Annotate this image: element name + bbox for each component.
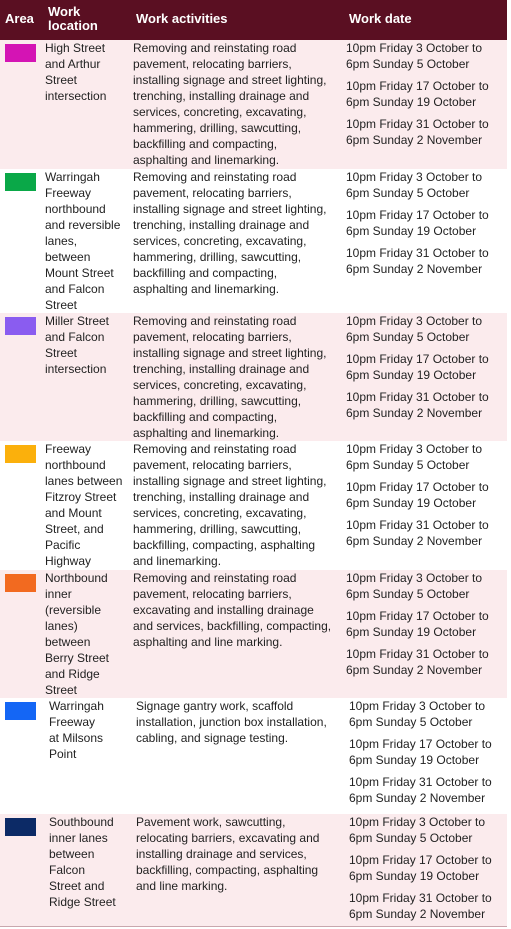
work-activities-line: services, concreting, excavating, [133, 506, 307, 520]
work-location-line: Freeway [45, 442, 92, 456]
header-activities: Work activities [136, 11, 228, 26]
work-activities-line: trenching, installing drainage and [133, 490, 310, 504]
work-activities-line: trenching, installing drainage and [133, 89, 310, 103]
table-row [0, 570, 507, 699]
work-date-period [346, 517, 489, 549]
work-date-period [346, 570, 489, 602]
work-activities-line: services, concreting, excavating, [133, 378, 307, 392]
work-date-line: 6pm Sunday 2 November [349, 907, 486, 921]
work-date-cell [346, 570, 489, 684]
work-date-line: 6pm Sunday 5 October [346, 458, 470, 472]
work-activities-line: installing signage and street lighting, [133, 73, 327, 87]
work-date-period [349, 736, 492, 768]
work-date-line: 10pm Friday 3 October to [346, 314, 483, 328]
work-date-cell [349, 814, 492, 928]
work-date-cell [349, 698, 492, 812]
work-activities-line: and linemarking. [133, 554, 222, 568]
work-activities-line: installation, junction box installation, [136, 715, 327, 729]
work-date-period [346, 351, 489, 383]
work-activities-cell [133, 313, 326, 441]
work-activities-line: services, concreting, excavating, [133, 105, 307, 119]
work-date-period [346, 245, 489, 277]
work-date-line: 6pm Sunday 2 November [346, 663, 483, 677]
work-location-line: between [49, 847, 95, 861]
work-date-line: 6pm Sunday 5 October [346, 186, 470, 200]
work-date-period [346, 646, 489, 678]
work-activities-line: asphalting and linemarking. [133, 426, 280, 440]
work-date-cell [346, 169, 489, 283]
work-date-line: 6pm Sunday 5 October [346, 57, 470, 71]
work-activities-line: asphalting and linemarking. [133, 153, 280, 167]
work-activities-line: backfilling and compacting, [133, 137, 278, 151]
work-date-line: 10pm Friday 3 October to [346, 41, 483, 55]
work-location-cell [49, 698, 104, 762]
work-activities-line: Pavement work, sawcutting, [136, 815, 286, 829]
area-color-swatch [5, 818, 36, 836]
work-activities-line: installing signage and street lighting, [133, 202, 327, 216]
work-date-period [346, 313, 489, 345]
work-location-line: lanes between [45, 474, 123, 488]
work-location-line: at Milsons [49, 731, 104, 745]
work-location-line: Street [45, 683, 78, 697]
work-location-line: Highway [45, 554, 92, 568]
work-date-cell [346, 313, 489, 427]
work-location-line: Southbound [49, 815, 114, 829]
work-date-line: 6pm Sunday 19 October [346, 625, 477, 639]
work-activities-line: hammering, drilling, sawcutting, [133, 250, 302, 264]
work-date-period [346, 169, 489, 201]
work-activities-line: cabling, and signage testing. [136, 731, 289, 745]
work-activities-cell [133, 441, 326, 569]
work-location-line: lanes, [45, 234, 78, 248]
work-location-line: and Falcon [45, 330, 105, 344]
work-activities-line: pavement, relocating barriers, [133, 186, 292, 200]
work-activities-line: installing drainage and services, [136, 847, 307, 861]
work-activities-cell [133, 40, 326, 168]
work-date-line: 10pm Friday 31 October to [346, 390, 489, 404]
work-date-line: 6pm Sunday 19 October [349, 869, 480, 883]
work-location-line: Street [45, 346, 78, 360]
work-date-line: 10pm Friday 3 October to [346, 170, 483, 184]
work-date-period [349, 814, 492, 846]
table-row [0, 441, 507, 571]
work-location-cell [49, 814, 116, 910]
work-date-cell [346, 40, 489, 154]
work-date-period [349, 890, 492, 922]
work-location-line: Warringah [49, 699, 104, 713]
work-activities-cell [136, 698, 327, 746]
work-date-period [349, 774, 492, 806]
work-activities-cell [133, 169, 326, 297]
work-activities-line: services, concreting, excavating, [133, 234, 307, 248]
work-location-line: Falcon [49, 863, 86, 877]
work-activities-line: asphalting and linemarking. [133, 282, 280, 296]
work-date-line: 10pm Friday 31 October to [346, 647, 489, 661]
work-activities-line: asphalting and line marking. [133, 635, 283, 649]
area-color-swatch [5, 173, 36, 191]
work-location-line: lanes) [45, 619, 78, 633]
work-date-line: 6pm Sunday 2 November [346, 406, 483, 420]
work-activities-cell [136, 814, 319, 894]
work-location-line: Pacific [45, 538, 81, 552]
work-activities-line: pavement, relocating barriers, [133, 330, 292, 344]
work-date-line: 6pm Sunday 5 October [349, 715, 473, 729]
work-date-line: 6pm Sunday 19 October [346, 368, 477, 382]
work-date-line: 10pm Friday 17 October to [346, 609, 489, 623]
work-date-line: 10pm Friday 31 October to [346, 246, 489, 260]
work-date-line: 6pm Sunday 5 October [349, 831, 473, 845]
work-date-period [346, 78, 489, 110]
work-activities-line: trenching, installing drainage and [133, 362, 310, 376]
work-date-line: 6pm Sunday 2 November [346, 262, 483, 276]
work-location-line: Street and [49, 879, 105, 893]
work-location-line: Street [45, 73, 78, 87]
area-color-swatch [5, 574, 36, 592]
work-date-period [349, 852, 492, 884]
work-location-line: Street, and [45, 522, 104, 536]
work-activities-line: hammering, drilling, sawcutting, [133, 121, 302, 135]
work-date-line: 10pm Friday 31 October to [349, 775, 492, 789]
work-activities-line: Removing and reinstating road [133, 314, 297, 328]
work-date-period [346, 207, 489, 239]
work-location-line: Fitzroy Street [45, 490, 117, 504]
work-activities-line: Removing and reinstating road [133, 571, 297, 585]
work-location-line: and Arthur [45, 57, 101, 71]
header-area: Area [5, 11, 34, 26]
work-location-line: High Street [45, 41, 106, 55]
work-location-line: (reversible [45, 603, 102, 617]
work-location-line: between [45, 635, 91, 649]
work-date-line: 6pm Sunday 19 October [346, 496, 477, 510]
work-location-line: Freeway [45, 186, 92, 200]
area-color-swatch [5, 702, 36, 720]
work-location-line: Ridge Street [49, 895, 116, 909]
work-activities-cell [133, 570, 331, 650]
work-location-cell [45, 570, 109, 698]
work-location-line: Berry Street [45, 651, 110, 665]
work-activities-line: backfilling, compacting, asphalting [133, 538, 316, 552]
work-date-period [346, 479, 489, 511]
table-row [0, 698, 507, 815]
work-activities-line: installing signage and street lighting, [133, 474, 327, 488]
work-date-line: 6pm Sunday 5 October [346, 330, 470, 344]
work-location-line: Mount Street [45, 266, 114, 280]
work-activities-line: pavement, relocating barriers, [133, 587, 292, 601]
work-location-cell [45, 40, 106, 104]
work-date-line: 6pm Sunday 5 October [346, 587, 470, 601]
table-row [0, 40, 507, 170]
work-activities-line: hammering, drilling, sawcutting, [133, 522, 302, 536]
work-date-line: 6pm Sunday 19 October [349, 753, 480, 767]
work-activities-line: Removing and reinstating road [133, 442, 297, 456]
work-activities-line: excavating and installing drainage [133, 603, 314, 617]
work-date-line: 10pm Friday 3 October to [346, 571, 483, 585]
work-activities-line: pavement, relocating barriers, [133, 458, 292, 472]
work-date-line: 10pm Friday 3 October to [349, 699, 486, 713]
work-location-line: Warringah [45, 170, 100, 184]
work-date-period [346, 116, 489, 148]
work-date-line: 10pm Friday 17 October to [349, 737, 492, 751]
work-location-line: intersection [45, 89, 107, 103]
work-activities-line: backfilling, compacting, asphalting [136, 863, 319, 877]
work-location-line: Northbound [45, 571, 108, 585]
work-date-period [349, 698, 492, 730]
work-date-line: 6pm Sunday 19 October [346, 224, 477, 238]
work-location-line: intersection [45, 362, 107, 376]
work-location-line: Miller Street [45, 314, 110, 328]
work-location-line: Freeway [49, 715, 96, 729]
work-date-line: 6pm Sunday 2 November [346, 133, 483, 147]
work-date-line: 10pm Friday 17 October to [346, 79, 489, 93]
work-location-line: Point [49, 747, 77, 761]
work-date-period [346, 40, 489, 72]
work-activities-line: hammering, drilling, sawcutting, [133, 394, 302, 408]
work-date-line: 10pm Friday 17 October to [349, 853, 492, 867]
work-activities-line: Removing and reinstating road [133, 170, 297, 184]
work-activities-line: Signage gantry work, scaffold [136, 699, 294, 713]
work-date-line: 10pm Friday 31 October to [349, 891, 492, 905]
work-date-line: 10pm Friday 31 October to [346, 518, 489, 532]
work-location-line: northbound [45, 458, 106, 472]
work-date-period [346, 389, 489, 421]
work-date-period [346, 608, 489, 640]
table-row [0, 313, 507, 442]
work-date-period [346, 441, 489, 473]
work-location-line: inner [45, 587, 72, 601]
table-row [0, 169, 507, 314]
area-color-swatch [5, 317, 36, 335]
work-activities-line: installing signage and street lighting, [133, 346, 327, 360]
work-activities-line: and line marking. [136, 879, 228, 893]
work-date-line: 10pm Friday 31 October to [346, 117, 489, 131]
work-location-cell [45, 169, 120, 313]
work-location-line: and Falcon [45, 282, 105, 296]
work-date-line: 10pm Friday 3 October to [349, 815, 486, 829]
work-date-line: 6pm Sunday 2 November [349, 791, 486, 805]
work-date-line: 10pm Friday 17 October to [346, 352, 489, 366]
work-location-cell [45, 313, 109, 377]
table-row [0, 814, 507, 927]
work-location-line: and reversible [45, 218, 121, 232]
work-location-line: and Ridge [45, 667, 100, 681]
work-date-line: 10pm Friday 3 October to [346, 442, 483, 456]
work-activities-line: pavement, relocating barriers, [133, 57, 292, 71]
work-activities-line: backfilling and compacting, [133, 266, 278, 280]
area-color-swatch [5, 445, 36, 463]
work-date-line: 10pm Friday 17 October to [346, 208, 489, 222]
area-color-swatch [5, 44, 36, 62]
work-location-line: and Mount [45, 506, 102, 520]
work-location-line: between [45, 250, 91, 264]
header-location: Work location [48, 4, 98, 33]
work-activities-line: and services, backfilling, compacting, [133, 619, 332, 633]
table-header [0, 0, 507, 40]
work-activities-line: Removing and reinstating road [133, 41, 297, 55]
work-location-line: northbound [45, 202, 106, 216]
work-date-cell [346, 441, 489, 555]
work-activities-line: trenching, installing drainage and [133, 218, 310, 232]
work-location-cell [45, 441, 122, 569]
work-date-line: 10pm Friday 17 October to [346, 480, 489, 494]
work-location-line: inner lanes [49, 831, 108, 845]
work-location-line: Street [45, 298, 78, 312]
work-activities-line: relocating barriers, excavating and [136, 831, 320, 845]
work-date-line: 6pm Sunday 2 November [346, 534, 483, 548]
work-activities-line: backfilling and compacting, [133, 410, 278, 424]
header-date: Work date [349, 11, 412, 26]
work-date-line: 6pm Sunday 19 October [346, 95, 477, 109]
